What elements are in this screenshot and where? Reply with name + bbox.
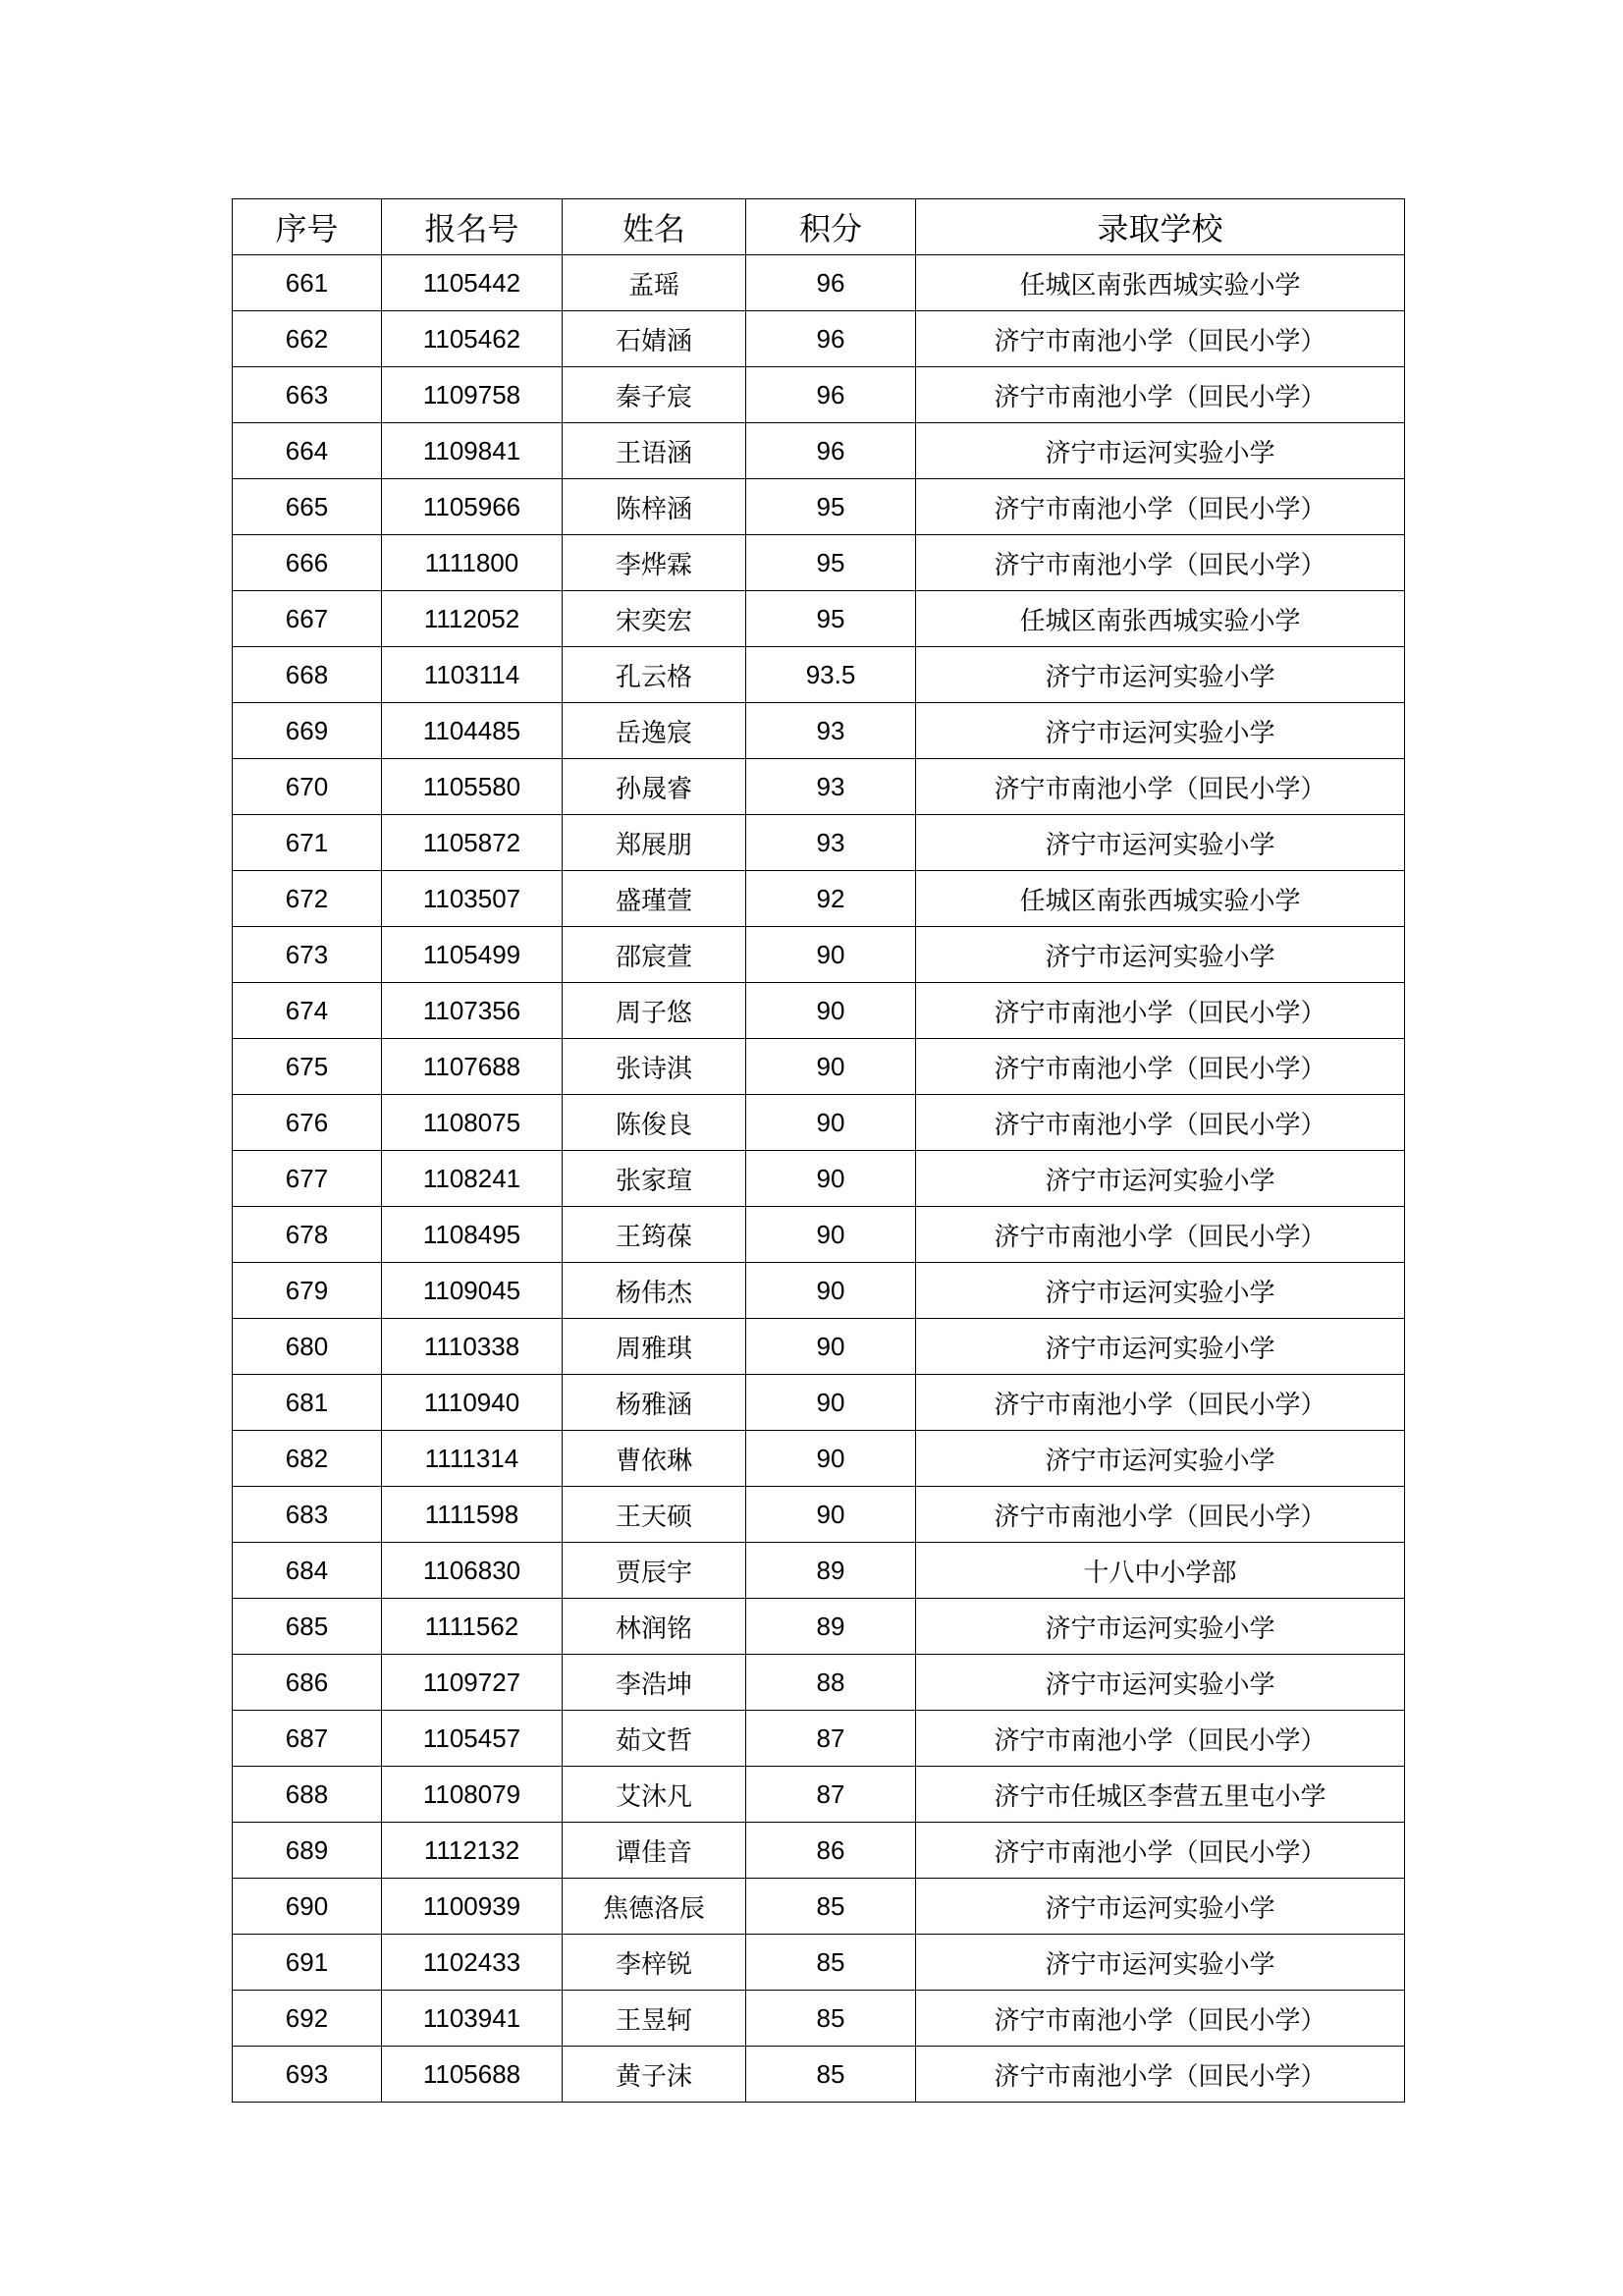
row-school: 济宁市运河实验小学 [916,1599,1405,1655]
row-seq: 669 [233,703,382,759]
row-name: 茹文哲 [563,1711,746,1767]
table-row [233,1599,1405,1655]
row-reg-no: 1111562 [382,1599,563,1655]
row-score: 93 [746,759,916,815]
admission-list-sheet [232,198,1404,2103]
row-name: 杨雅涵 [563,1375,746,1431]
table-row [233,871,1405,927]
row-score: 90 [746,1263,916,1319]
row-reg-no: 1102433 [382,1935,563,1991]
row-score: 90 [746,1151,916,1207]
table-row [233,423,1405,479]
row-score: 90 [746,1431,916,1487]
row-score: 85 [746,1935,916,1991]
table-row [233,1151,1405,1207]
table-row [233,255,1405,311]
row-reg-no: 1105442 [382,255,563,311]
row-school: 济宁市南池小学（回民小学） [916,535,1405,591]
row-reg-no: 1107356 [382,983,563,1039]
row-reg-no: 1103114 [382,647,563,703]
row-reg-no: 1109758 [382,367,563,423]
table-row [233,367,1405,423]
row-score: 90 [746,1487,916,1543]
table-body [233,255,1405,2103]
row-school: 济宁市运河实验小学 [916,1879,1405,1935]
row-score: 90 [746,1319,916,1375]
row-seq: 668 [233,647,382,703]
row-reg-no: 1105966 [382,479,563,535]
row-name: 孔云格 [563,647,746,703]
row-school: 济宁市南池小学（回民小学） [916,367,1405,423]
table-row [233,1319,1405,1375]
row-reg-no: 1108079 [382,1767,563,1823]
row-school: 济宁市南池小学（回民小学） [916,759,1405,815]
row-seq: 663 [233,367,382,423]
row-score: 90 [746,927,916,983]
row-reg-no: 1103507 [382,871,563,927]
table-row [233,1935,1405,1991]
row-score: 87 [746,1767,916,1823]
row-school: 济宁市运河实验小学 [916,423,1405,479]
row-score: 89 [746,1599,916,1655]
row-score: 95 [746,479,916,535]
row-reg-no: 1107688 [382,1039,563,1095]
row-name: 盛瑾萱 [563,871,746,927]
header-seq: 序号 [233,199,382,255]
row-name: 李梓锐 [563,1935,746,1991]
row-reg-no: 1111314 [382,1431,563,1487]
row-school: 济宁市运河实验小学 [916,703,1405,759]
row-seq: 672 [233,871,382,927]
row-seq: 666 [233,535,382,591]
row-reg-no: 1109841 [382,423,563,479]
row-name: 焦德洛辰 [563,1879,746,1935]
row-name: 张诗淇 [563,1039,746,1095]
row-score: 85 [746,2047,916,2103]
row-name: 杨伟杰 [563,1263,746,1319]
row-name: 黄子沫 [563,2047,746,2103]
row-score: 96 [746,367,916,423]
row-score: 90 [746,1207,916,1263]
row-school: 济宁市南池小学（回民小学） [916,983,1405,1039]
row-score: 95 [746,535,916,591]
table-row [233,647,1405,703]
row-school: 济宁市运河实验小学 [916,1655,1405,1711]
row-reg-no: 1109045 [382,1263,563,1319]
row-reg-no: 1105688 [382,2047,563,2103]
row-name: 宋奕宏 [563,591,746,647]
row-school: 济宁市南池小学（回民小学） [916,1095,1405,1151]
row-name: 李烨霖 [563,535,746,591]
table-row [233,311,1405,367]
row-reg-no: 1110940 [382,1375,563,1431]
row-school: 济宁市南池小学（回民小学） [916,1711,1405,1767]
row-score: 93 [746,815,916,871]
row-seq: 683 [233,1487,382,1543]
row-seq: 687 [233,1711,382,1767]
row-score: 86 [746,1823,916,1879]
table-row [233,983,1405,1039]
row-name: 石婧涵 [563,311,746,367]
row-reg-no: 1105462 [382,311,563,367]
row-school: 济宁市运河实验小学 [916,927,1405,983]
table-row [233,1991,1405,2047]
row-school: 十八中小学部 [916,1543,1405,1599]
row-name: 周雅琪 [563,1319,746,1375]
row-school: 济宁市南池小学（回民小学） [916,1487,1405,1543]
row-name: 曹依琳 [563,1431,746,1487]
row-score: 90 [746,1039,916,1095]
row-seq: 677 [233,1151,382,1207]
row-reg-no: 1109727 [382,1655,563,1711]
row-reg-no: 1112052 [382,591,563,647]
row-school: 济宁市运河实验小学 [916,1319,1405,1375]
row-school: 济宁市任城区李营五里屯小学 [916,1767,1405,1823]
admission-table [232,198,1405,2103]
row-school: 任城区南张西城实验小学 [916,255,1405,311]
row-score: 89 [746,1543,916,1599]
row-score: 93.5 [746,647,916,703]
row-name: 李浩坤 [563,1655,746,1711]
table-row [233,703,1405,759]
row-reg-no: 1108241 [382,1151,563,1207]
table-row [233,1543,1405,1599]
row-school: 济宁市运河实验小学 [916,1935,1405,1991]
row-school: 济宁市南池小学（回民小学） [916,479,1405,535]
table-row [233,1039,1405,1095]
row-school: 济宁市南池小学（回民小学） [916,311,1405,367]
table-row [233,1711,1405,1767]
row-reg-no: 1106830 [382,1543,563,1599]
row-reg-no: 1105499 [382,927,563,983]
row-seq: 662 [233,311,382,367]
row-score: 96 [746,423,916,479]
row-reg-no: 1104485 [382,703,563,759]
table-row [233,1095,1405,1151]
row-seq: 691 [233,1935,382,1991]
row-score: 90 [746,983,916,1039]
row-name: 郑展朋 [563,815,746,871]
header-name: 姓名 [563,199,746,255]
row-reg-no: 1105457 [382,1711,563,1767]
row-seq: 676 [233,1095,382,1151]
row-seq: 686 [233,1655,382,1711]
row-score: 95 [746,591,916,647]
row-seq: 682 [233,1431,382,1487]
row-score: 87 [746,1711,916,1767]
row-school: 济宁市运河实验小学 [916,815,1405,871]
row-name: 谭佳音 [563,1823,746,1879]
row-score: 85 [746,1879,916,1935]
row-reg-no: 1111598 [382,1487,563,1543]
header-school: 录取学校 [916,199,1405,255]
table-row [233,479,1405,535]
row-name: 林润铭 [563,1599,746,1655]
table-row [233,1375,1405,1431]
row-name: 陈俊良 [563,1095,746,1151]
table-row [233,927,1405,983]
row-reg-no: 1108075 [382,1095,563,1151]
row-score: 85 [746,1991,916,2047]
table-row [233,1823,1405,1879]
row-reg-no: 1100939 [382,1879,563,1935]
row-seq: 689 [233,1823,382,1879]
row-school: 济宁市南池小学（回民小学） [916,1991,1405,2047]
row-score: 92 [746,871,916,927]
row-name: 陈梓涵 [563,479,746,535]
row-school: 济宁市南池小学（回民小学） [916,1207,1405,1263]
row-school: 任城区南张西城实验小学 [916,871,1405,927]
row-school: 济宁市南池小学（回民小学） [916,1039,1405,1095]
table-row [233,759,1405,815]
row-reg-no: 1112132 [382,1823,563,1879]
row-score: 96 [746,255,916,311]
row-name: 王天硕 [563,1487,746,1543]
table-row [233,2047,1405,2103]
row-seq: 661 [233,255,382,311]
row-score: 88 [746,1655,916,1711]
row-school: 济宁市南池小学（回民小学） [916,1375,1405,1431]
row-reg-no: 1111800 [382,535,563,591]
row-name: 艾沐凡 [563,1767,746,1823]
row-name: 王语涵 [563,423,746,479]
row-seq: 692 [233,1991,382,2047]
row-name: 邵宸萱 [563,927,746,983]
row-score: 90 [746,1375,916,1431]
row-seq: 664 [233,423,382,479]
row-name: 王昱轲 [563,1991,746,2047]
row-seq: 685 [233,1599,382,1655]
header-score: 积分 [746,199,916,255]
row-school: 济宁市南池小学（回民小学） [916,1823,1405,1879]
table-row [233,1207,1405,1263]
row-reg-no: 1105580 [382,759,563,815]
row-seq: 675 [233,1039,382,1095]
row-seq: 674 [233,983,382,1039]
row-seq: 673 [233,927,382,983]
header-reg-no: 报名号 [382,199,563,255]
row-reg-no: 1110338 [382,1319,563,1375]
row-seq: 671 [233,815,382,871]
row-seq: 688 [233,1767,382,1823]
row-school: 济宁市南池小学（回民小学） [916,2047,1405,2103]
table-row [233,591,1405,647]
table-row [233,1263,1405,1319]
row-reg-no: 1105872 [382,815,563,871]
row-seq: 680 [233,1319,382,1375]
row-school: 济宁市运河实验小学 [916,1431,1405,1487]
row-name: 岳逸宸 [563,703,746,759]
row-seq: 670 [233,759,382,815]
row-score: 96 [746,311,916,367]
table-row [233,1655,1405,1711]
row-name: 王筠葆 [563,1207,746,1263]
row-reg-no: 1108495 [382,1207,563,1263]
row-seq: 693 [233,2047,382,2103]
row-seq: 681 [233,1375,382,1431]
row-score: 90 [746,1095,916,1151]
row-seq: 667 [233,591,382,647]
row-school: 任城区南张西城实验小学 [916,591,1405,647]
table-row [233,1431,1405,1487]
row-score: 93 [746,703,916,759]
row-name: 孟瑶 [563,255,746,311]
table-row [233,1487,1405,1543]
table-row [233,535,1405,591]
row-seq: 665 [233,479,382,535]
row-seq: 684 [233,1543,382,1599]
row-school: 济宁市运河实验小学 [916,1263,1405,1319]
row-seq: 679 [233,1263,382,1319]
table-row [233,1879,1405,1935]
row-school: 济宁市运河实验小学 [916,1151,1405,1207]
table-header-row [233,199,1405,255]
row-school: 济宁市运河实验小学 [916,647,1405,703]
row-name: 孙晟睿 [563,759,746,815]
table-row [233,815,1405,871]
row-name: 秦子宸 [563,367,746,423]
row-seq: 690 [233,1879,382,1935]
row-name: 周子悠 [563,983,746,1039]
table-row [233,1767,1405,1823]
row-reg-no: 1103941 [382,1991,563,2047]
row-seq: 678 [233,1207,382,1263]
row-name: 张家瑄 [563,1151,746,1207]
row-name: 贾辰宇 [563,1543,746,1599]
